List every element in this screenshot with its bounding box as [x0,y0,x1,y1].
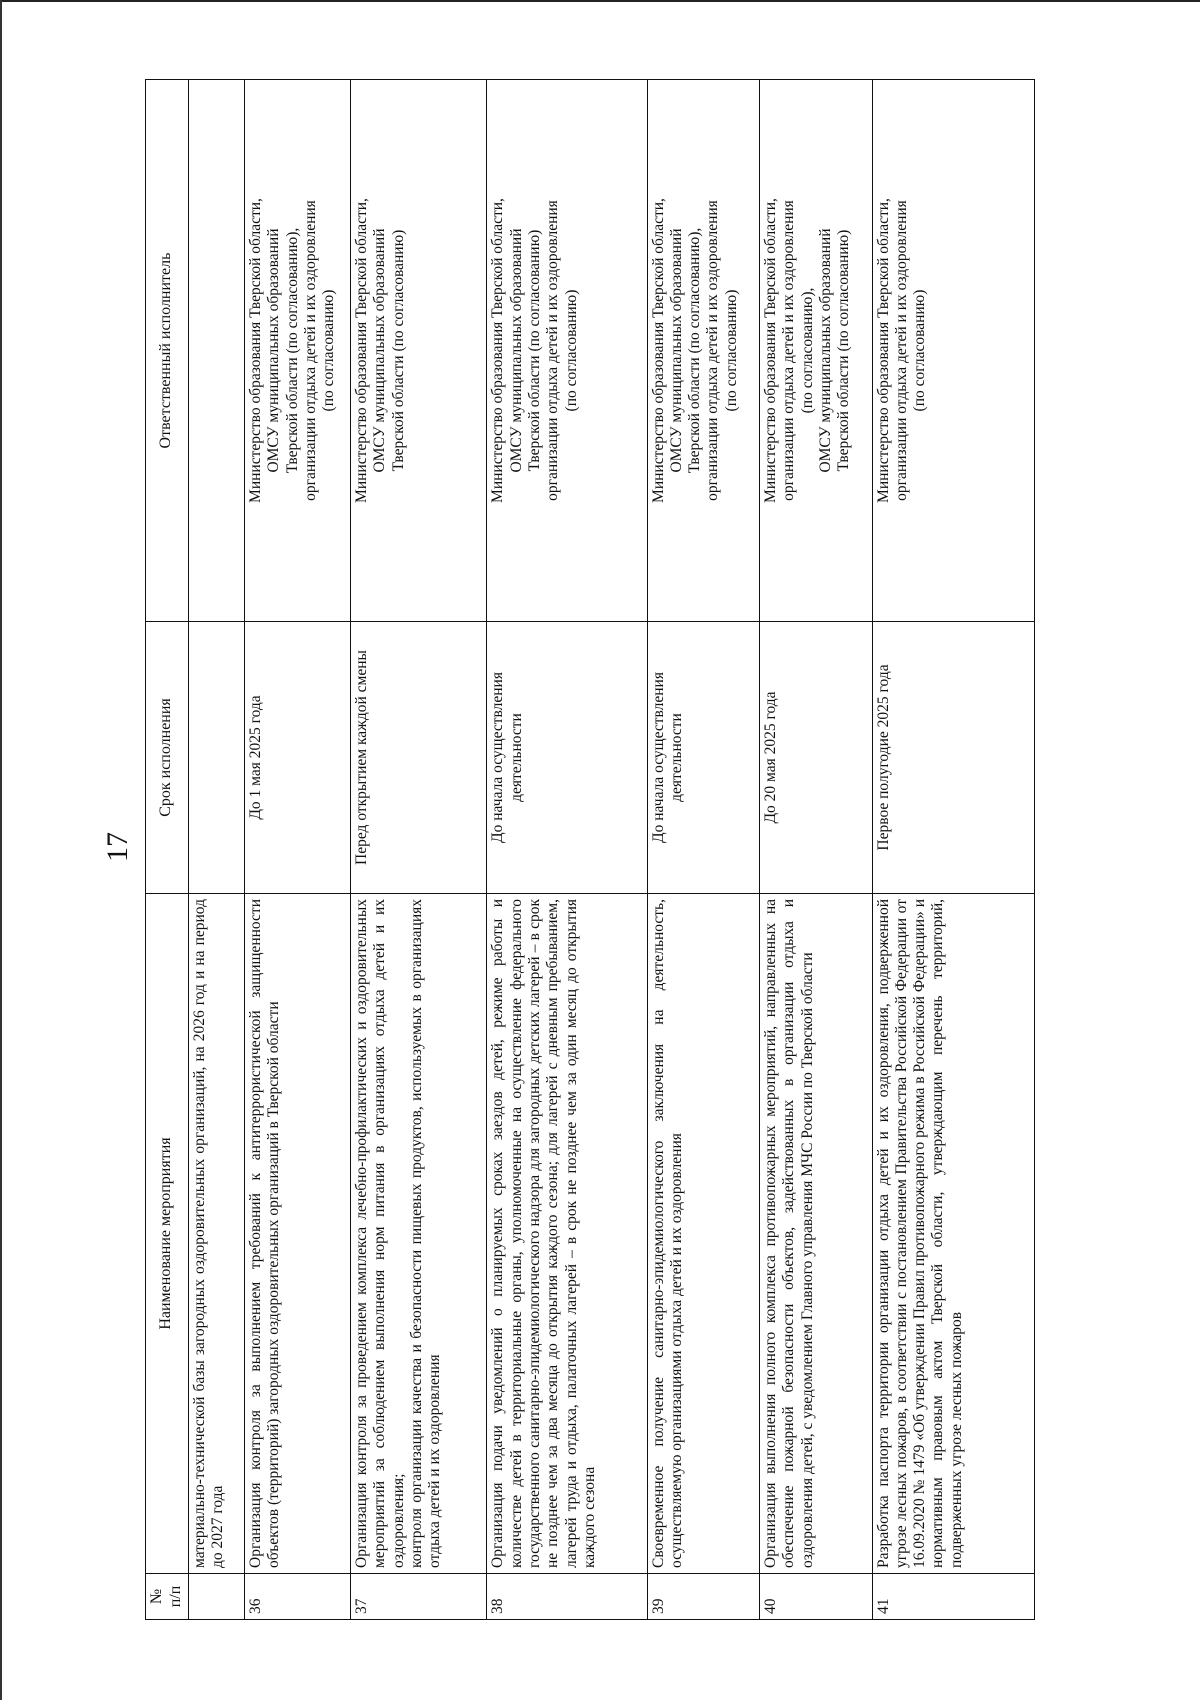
measure-name [647,894,760,1574]
responsible [245,80,351,622]
header-resp: Ответственный исполнитель [146,80,189,622]
deadline: До 1 мая 2025 года [245,622,351,894]
responsible-line: (по согласованию), [798,287,816,414]
deadline: До 20 мая 2025 года [760,622,873,894]
responsible-line: Министерство образования Тверской области, [649,198,667,503]
measure-name [351,894,487,1574]
responsible-line: организации отдыха детей и их оздоровления [892,200,910,501]
scan-edge-left [0,0,2,1700]
responsible-line: ОМСУ муниципальных образований [667,228,685,473]
table-row [760,80,873,1620]
responsible-line: ОМСУ муниципальных образований [816,228,834,473]
responsible [872,80,1034,622]
responsible [647,80,760,622]
deadline: До начала осуществления деятельности [647,622,760,894]
deadline: Первое полугодие 2025 года [872,622,1034,894]
row-number [188,1574,244,1620]
responsible-line: Тверской области (по согласованию), [686,227,704,474]
responsible-line: ОМСУ муниципальных образований [265,228,283,473]
responsible-line: Министерство образования Тверской области, [353,198,371,503]
responsible-line: ОМСУ муниципальных образований [507,228,525,473]
row-number: 41 [872,1574,1034,1620]
measure-name [245,894,351,1574]
deadline [188,622,244,894]
responsible-line: организации отдыха детей и их оздоровления [301,200,319,501]
responsible-line: (по согласованию) [562,289,580,412]
responsible-line: Министерство образования Тверской области, [247,198,265,503]
table-row [351,80,487,1620]
responsible-line: Тверской области (по согласованию) [525,229,543,472]
row-number: 38 [487,1574,647,1620]
responsible [760,80,873,622]
measure-text: Организация контроля за проведением комплекса лечебно-профилактических и оздоровительных мероприятий за соблюдением выполнения норм питания в организациях отдыха детей и их оздоровления; [353,899,407,1568]
responsible-line: организации отдыха детей и их оздоровления [704,200,722,501]
responsible-line: Министерство образования Тверской области, [874,198,892,503]
measure-text: Организация выполнения полного комплекса противопожарных мероприятий, направленных на обеспечение пожарной безопасности объектов, задействованных в организации отдыха и оздоровления детей, с уведомлением Главного управления МЧС России по Тверской области [762,899,816,1568]
responsible-line: Министерство образования Тверской области, [489,198,507,503]
measures-table [145,79,1035,1620]
row-number: 37 [351,1574,487,1620]
rotated-sheet [145,80,1035,1620]
measure-text: Разработка паспорта территории организации отдыха детей и их оздоровления, подверженной угрозе лесных пожаров, в соответствии с постановлением Правительства Российской Федерации от 16.09.2020 № 1479 «Об утверждении Правил противопожарного режима в Российской Федерации» и нормативным правовым актом Тверской области, утверждающим перечень территорий, подверженных угрозе лесных пожаров [874,899,965,1568]
table-row [487,80,647,1620]
measure-name [487,894,647,1574]
responsible-line: организации отдыха детей и их оздоровления [544,200,562,501]
responsible-line: (по согласованию) [722,289,740,412]
measure-text: Организация контроля за выполнением требований к антитеррористической защищенности объектов (территорий) загородных оздоровительных организаций в Тверской области [247,899,283,1568]
responsible-line: Тверской области (по согласованию) [835,229,853,472]
header-term: Срок исполнения [146,622,189,894]
responsible-line: Тверской области (по согласованию), [283,227,301,474]
table-row [245,80,351,1620]
row-number: 40 [760,1574,873,1620]
page-number: 17 [101,832,134,862]
table-body [188,80,1034,1620]
responsible [487,80,647,622]
measure-text: Организация подачи уведомлений о планируемых сроках заездов детей, режиме работы и количестве детей в территориальные органы, уполномоченные на осуществление федерального государственного санитарно-эпидемиологического надзора для загородных детских лагерей – в срок не позднее чем за два месяца до открытия каждого сезона; для лагерей с дневным пребыванием, лагерей труда и отдыха, палаточных лагерей – в срок не позднее чем за один месяц до открытия каждого сезона [489,899,598,1568]
measure-text: Своевременное получение санитарно-эпидемиологического заключения на деятельность, осуществляемую организациями отдыха детей и их оздоровления [649,899,685,1568]
deadline: До начала осуществления деятельности [487,622,647,894]
table-row [647,80,760,1620]
responsible-line: Министерство образования Тверской области, [762,198,780,503]
responsible [188,80,244,622]
scan-edge-top [0,0,1200,2]
header-num: № п/п [146,1574,189,1620]
responsible [351,80,487,622]
measure-text: материально-технической базы загородных оздоровительных организаций, на 2026 год и на период до 2027 года [190,899,227,1568]
table-row [872,80,1034,1620]
table-row [188,80,244,1620]
responsible-line: (по согласованию) [320,289,338,412]
table-header-row [146,80,189,1620]
measure-text: контроля организации качества и безопасности пищевых продуктов, используемых в организациях отдыха детей и их оздоровления [407,899,444,1568]
responsible-line: ОМСУ муниципальных образований [371,228,389,473]
responsible-line: организации отдыха детей и их оздоровления [780,200,798,501]
measure-name [188,894,244,1574]
measure-name [760,894,873,1574]
responsible-line: (по согласованию) [911,289,929,412]
responsible-line: Тверской области (по согласованию) [389,229,407,472]
header-name: Наименование мероприятия [146,894,189,1574]
measure-name [872,894,1034,1574]
row-number: 39 [647,1574,760,1620]
row-number: 36 [245,1574,351,1620]
deadline: Перед открытием каждой смены [351,622,487,894]
